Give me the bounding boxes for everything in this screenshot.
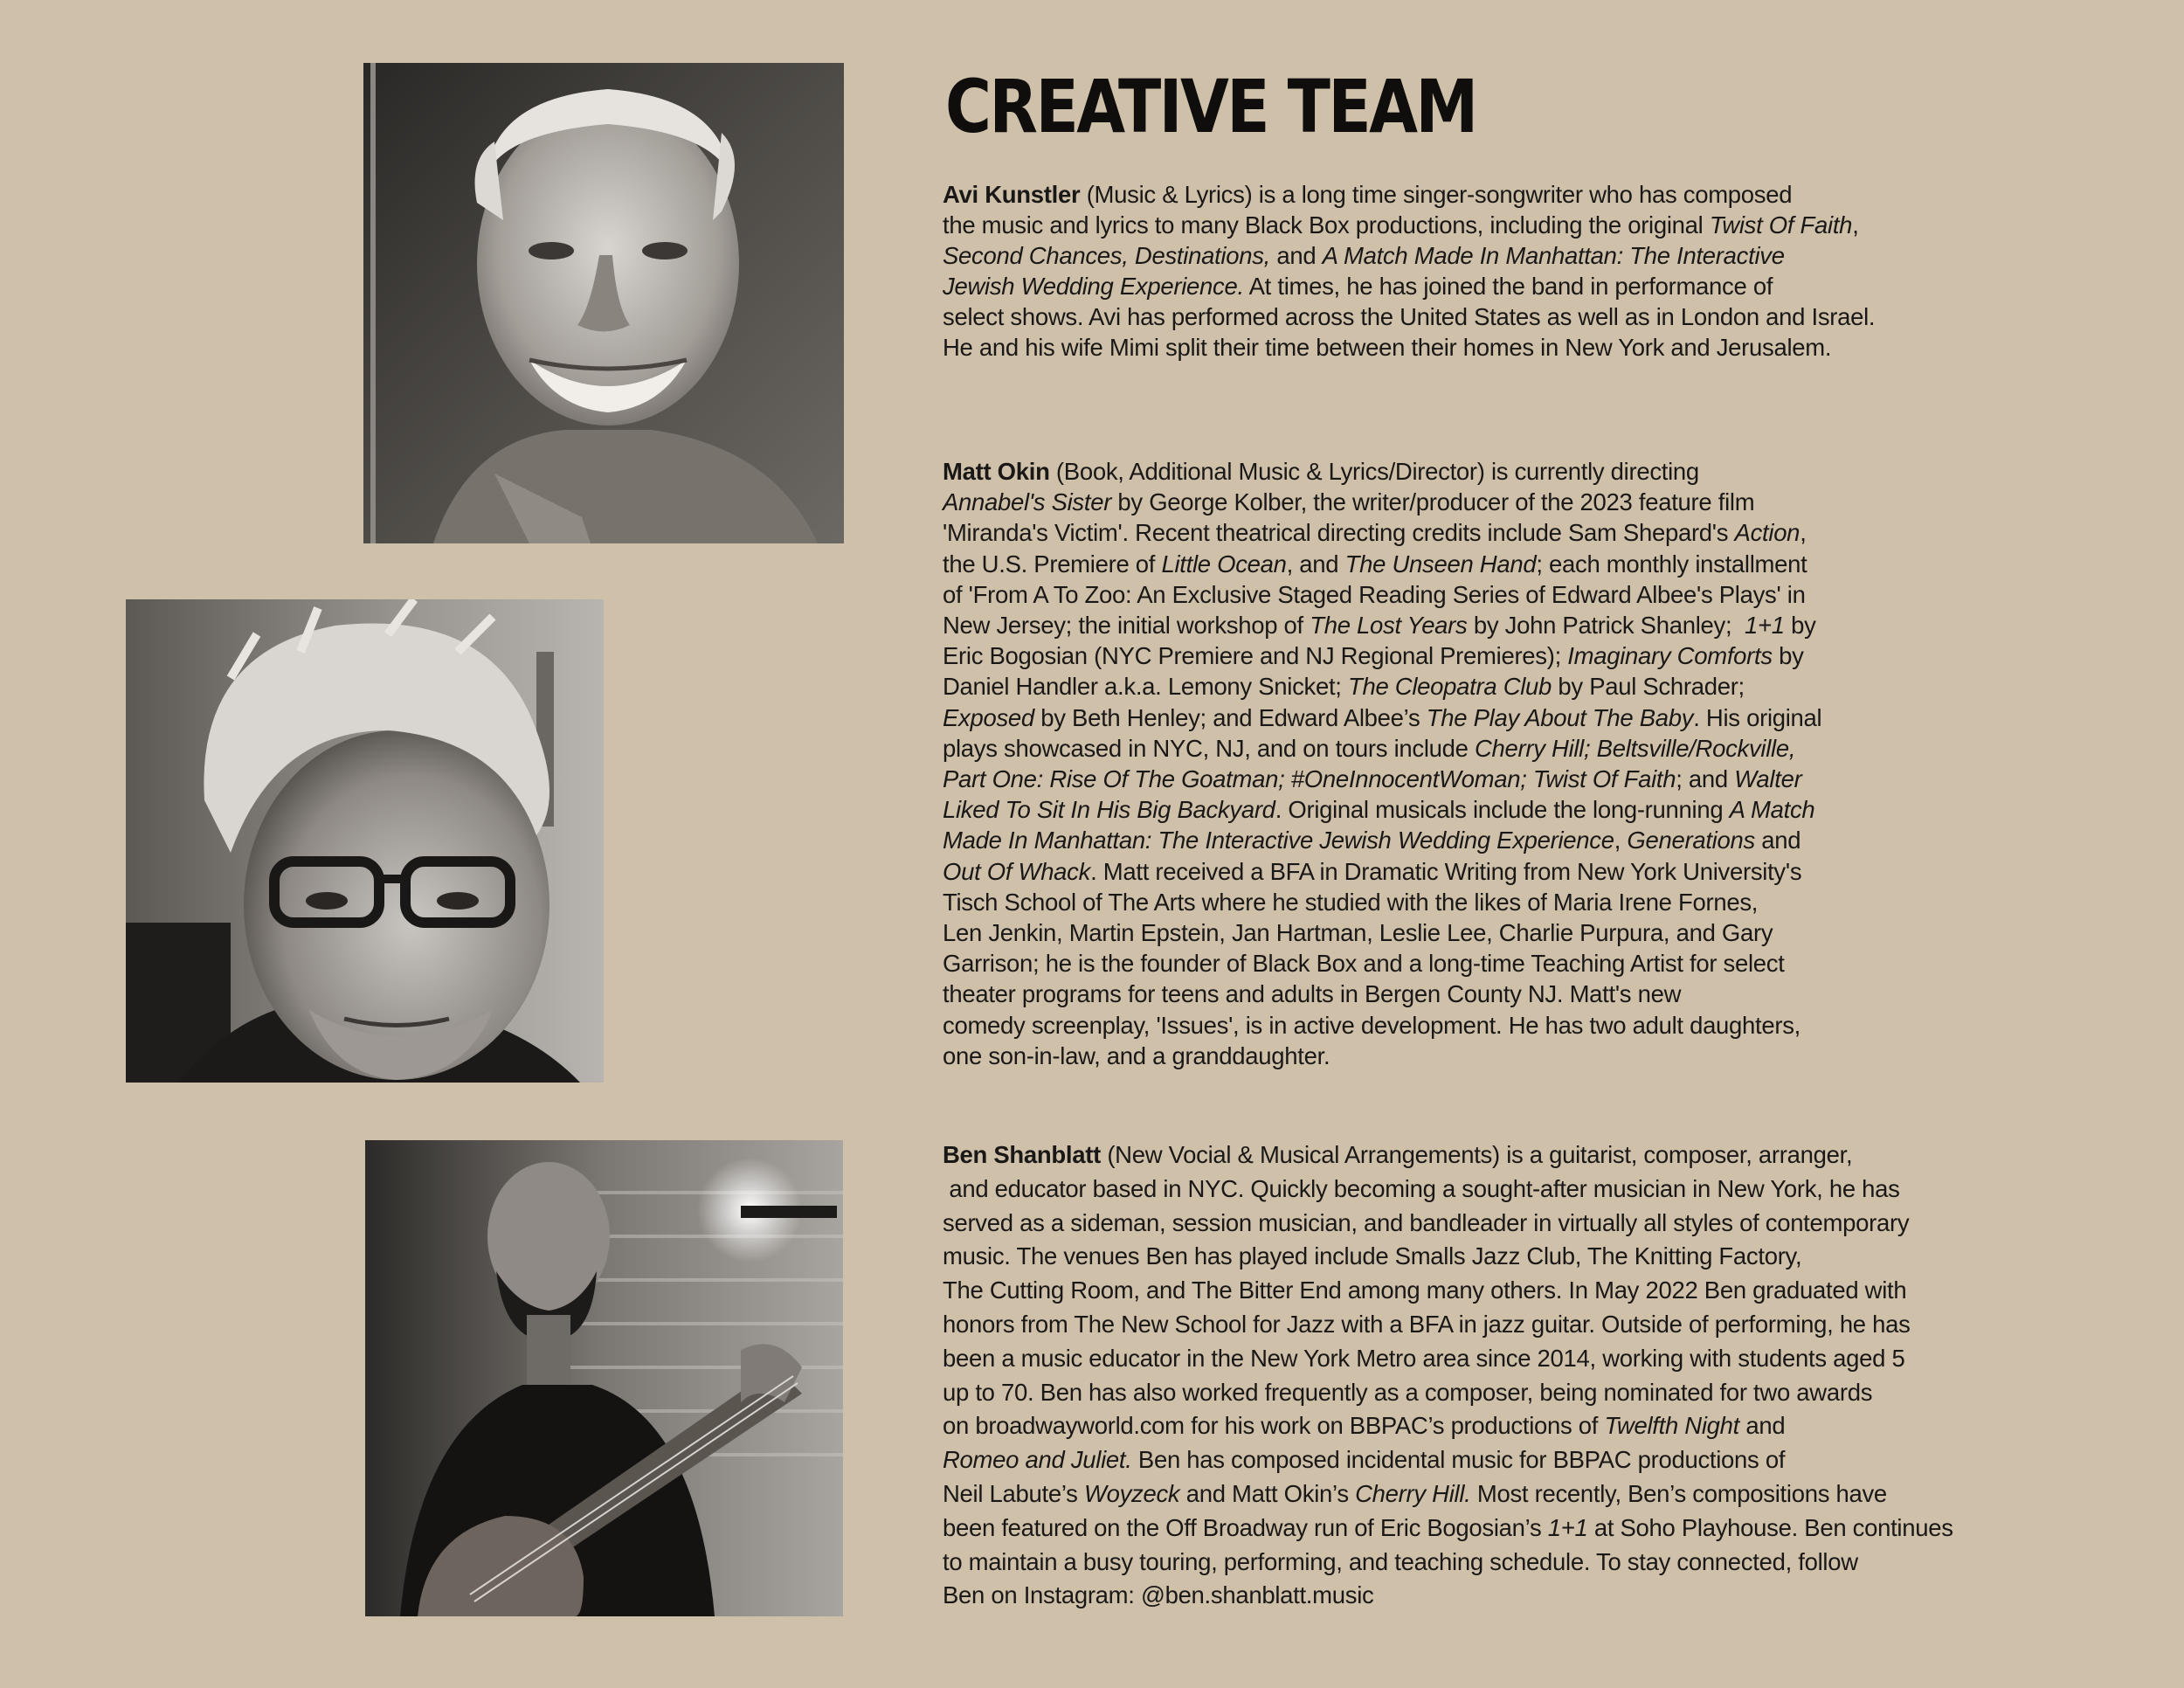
bio-text: and educator based in NYC. Quickly becoming a sought-after musician in New York, he has xyxy=(943,1174,1900,1202)
bio-line xyxy=(943,917,1821,948)
bio-text: at Soho Playhouse. Ben continues xyxy=(1587,1513,1953,1541)
bio-line xyxy=(943,487,1821,517)
bio-text: by Beth Henley; and Edward Albee’s xyxy=(1033,703,1427,731)
bio-name: Ben Shanblatt xyxy=(943,1141,1101,1168)
bio-text: to maintain a busy touring, performing, and teaching schedule. To stay connected, follow xyxy=(943,1547,1858,1575)
bio-text: He and his wife Mimi split their time between their homes in New York and Jerusalem. xyxy=(943,334,1832,361)
bio-text: one son-in-law, and a granddaughter. xyxy=(943,1041,1330,1069)
bio-line xyxy=(943,1041,1821,1071)
bio-text: (Book, Additional Music & Lyrics/Director) is currently directing xyxy=(1049,458,1699,485)
bio-line xyxy=(943,764,1821,794)
bio-title-italic: Twist Of Faith xyxy=(1709,211,1853,239)
bio-name: Avi Kunstler xyxy=(943,181,1081,208)
bio-text: music. The venues Ben has played include Smalls Jazz Club, The Knitting Factory, xyxy=(943,1242,1802,1270)
bio-line xyxy=(943,456,1821,487)
bio-text: by George Kolber, the writer/producer of the 2023 feature film xyxy=(1111,488,1755,516)
bio-text: New Jersey; the initial workshop of xyxy=(943,612,1310,640)
bio-name: Matt Okin xyxy=(943,458,1050,485)
bio-line xyxy=(943,1443,1953,1477)
bio-title-italic: The Play About The Baby xyxy=(1426,703,1694,731)
bio-text: At times, he has joined the band in performance of xyxy=(1243,273,1773,300)
bio-title-italic: Liked To Sit In His Big Backyard xyxy=(943,796,1275,824)
bio-line xyxy=(943,702,1821,733)
bio-line xyxy=(943,1274,1953,1308)
bio-title-italic: Jewish Wedding Experience. xyxy=(943,273,1244,300)
bio-text: Neil Labute’s xyxy=(943,1479,1084,1507)
bio-text: , xyxy=(1800,519,1807,547)
bio-line xyxy=(943,271,1875,301)
bio-text: ; and xyxy=(1676,765,1735,793)
bio-line xyxy=(943,1010,1821,1041)
bio-line xyxy=(943,640,1821,671)
bio-line xyxy=(943,332,1875,363)
bio-line xyxy=(943,1308,1953,1342)
bio-text: been featured on the Off Broadway run of Eric Bogosian’s xyxy=(943,1513,1548,1541)
bio-text: . His original xyxy=(1693,703,1822,731)
bio-text: comedy screenplay, 'Issues', is in active development. He has two adult daughters, xyxy=(943,1011,1801,1039)
bio-title-italic: Cherry Hill. xyxy=(1355,1479,1471,1507)
bio-title-italic: A Match xyxy=(1729,796,1815,824)
bio-title-italic: 1+1 xyxy=(1744,612,1785,640)
bio-line xyxy=(943,179,1875,210)
bio-text: plays showcased in NYC, NJ, and on tours include xyxy=(943,734,1475,762)
bio-text: and xyxy=(1270,242,1323,269)
bio-title-italic: Imaginary Comforts xyxy=(1567,642,1773,670)
bio-text: the U.S. Premiere of xyxy=(943,550,1162,578)
bio-title-italic: 1+1 xyxy=(1547,1513,1588,1541)
bio-text: by Paul Schrader; xyxy=(1552,673,1745,701)
bio-line xyxy=(943,301,1875,332)
bio-line xyxy=(943,1173,1953,1207)
bio-text: by xyxy=(1772,642,1804,670)
bio-text: by xyxy=(1784,612,1816,640)
bio-line xyxy=(943,1579,1953,1613)
bio-title-italic: Annabel's Sister xyxy=(943,488,1112,516)
bio-text: . Original musicals include the long-running xyxy=(1275,796,1730,824)
bio-line xyxy=(943,549,1821,579)
bio-text: Garrison; he is the founder of Black Box and a long-time Teaching Artist for select xyxy=(943,950,1785,978)
bio-line xyxy=(943,1240,1953,1274)
bio-line xyxy=(943,1477,1953,1512)
bio-text: select shows. Avi has performed across the United States as well as in London and Israel. xyxy=(943,303,1876,330)
bio-line xyxy=(943,887,1821,917)
bio-line xyxy=(943,733,1821,764)
bio-text: Ben on Instagram: @ben.shanblatt.music xyxy=(943,1581,1374,1609)
bio-title-italic: The Unseen Hand xyxy=(1344,550,1537,578)
bio-line xyxy=(943,210,1875,240)
bio-line xyxy=(943,579,1821,610)
bio-text: Eric Bogosian (NYC Premiere and NJ Regional Premieres); xyxy=(943,642,1568,670)
bio-text: and xyxy=(1739,1412,1786,1440)
bio-text: . Matt received a BFA in Dramatic Writing from New York University's xyxy=(1090,857,1802,885)
bio-line xyxy=(943,1512,1953,1546)
bio-title-italic: Second Chances, Destinations, xyxy=(943,242,1270,269)
bio-line xyxy=(943,1207,1953,1241)
bio-text: (Music & Lyrics) is a long time singer-songwriter who has composed xyxy=(1080,181,1793,208)
portrait-photo-matt-okin xyxy=(126,599,604,1083)
bio-text: (New Vocial & Musical Arrangements) is a guitarist, composer, arranger, xyxy=(1100,1141,1853,1168)
bio-text: up to 70. Ben has also worked frequently as a composer, being nominated for two awards xyxy=(943,1378,1873,1406)
bio-line xyxy=(943,979,1821,1009)
bio-text: Tisch School of The Arts where he studied with the likes of Maria Irene Fornes, xyxy=(943,888,1759,916)
bio-text: ; each monthly installment xyxy=(1536,550,1807,578)
bio-line xyxy=(943,825,1821,855)
bio-ben-shanblatt xyxy=(943,1138,1953,1613)
bio-text: , xyxy=(1852,211,1859,239)
bio-title-italic: Made In Manhattan: The Interactive Jewish Wedding Experience xyxy=(943,827,1614,854)
bio-line xyxy=(943,610,1821,640)
bio-text: , and xyxy=(1286,550,1345,578)
bio-title-italic: Walter xyxy=(1734,765,1802,793)
bio-title-italic: Generations xyxy=(1627,827,1755,854)
bio-text: of 'From A To Zoo: An Exclusive Staged Reading Series of Edward Albee's Plays' in xyxy=(943,580,1806,608)
bio-line xyxy=(943,1138,1953,1173)
bio-text: and xyxy=(1754,827,1801,854)
page-title: CREATIVE TEAM xyxy=(945,64,1476,149)
portrait-photo-avi-kunstler xyxy=(363,63,844,543)
bio-title-italic: Cherry Hill; Beltsville/Rockville, xyxy=(1474,734,1796,762)
bio-line xyxy=(943,1546,1953,1580)
bio-title-italic: Out Of Whack xyxy=(943,857,1091,885)
bio-text: The Cutting Room, and The Bitter End among many others. In May 2022 Ben graduated with xyxy=(943,1276,1907,1304)
bio-line xyxy=(943,1342,1953,1376)
bio-title-italic: Little Ocean xyxy=(1161,550,1287,578)
bio-text: the music and lyrics to many Black Box productions, including the original xyxy=(943,211,1710,239)
portrait-photo-ben-shanblatt xyxy=(365,1140,843,1616)
bio-text: Ben has composed incidental music for BBPAC productions of xyxy=(1131,1446,1786,1474)
bio-title-italic: Action xyxy=(1734,519,1800,547)
bio-text: been a music educator in the New York Metro area since 2014, working with students aged 5 xyxy=(943,1344,1905,1372)
bio-line xyxy=(943,1376,1953,1410)
bio-avi-kunstler xyxy=(943,179,1875,363)
bio-text: on broadwayworld.com for his work on BBPAC’s productions of xyxy=(943,1412,1605,1440)
bio-line xyxy=(943,671,1821,702)
bio-line xyxy=(943,1409,1953,1443)
bio-text: Most recently, Ben’s compositions have xyxy=(1470,1479,1887,1507)
bio-title-italic: Part One: Rise Of The Goatman; #OneInnocentWoman; Twist Of Faith xyxy=(943,765,1676,793)
bio-text: theater programs for teens and adults in Bergen County NJ. Matt's new xyxy=(943,980,1682,1008)
bio-title-italic: Romeo and Juliet. xyxy=(943,1446,1132,1474)
bio-line xyxy=(943,856,1821,887)
bio-matt-okin xyxy=(943,456,1821,1071)
bio-title-italic: The Lost Years xyxy=(1310,612,1468,640)
bio-line xyxy=(943,240,1875,271)
bio-text: Len Jenkin, Martin Epstein, Jan Hartman, Leslie Lee, Charlie Purpura, and Gary xyxy=(943,919,1773,947)
bio-line xyxy=(943,794,1821,825)
bio-text: 'Miranda's Victim'. Recent theatrical directing credits include Sam Shepard's xyxy=(943,519,1735,547)
bio-title-italic: A Match Made In Manhattan: The Interactive xyxy=(1322,242,1785,269)
bio-line xyxy=(943,517,1821,548)
bio-title-italic: Exposed xyxy=(943,703,1034,731)
bio-text: , xyxy=(1614,827,1628,854)
bio-text: Daniel Handler a.k.a. Lemony Snicket; xyxy=(943,673,1348,701)
bio-text: served as a sideman, session musician, and bandleader in virtually all styles of contemporary xyxy=(943,1208,1910,1236)
bio-line xyxy=(943,948,1821,979)
bio-text: and Matt Okin’s xyxy=(1179,1479,1356,1507)
bio-text: honors from The New School for Jazz with a BFA in jazz guitar. Outside of performing, he has xyxy=(943,1310,1911,1338)
bio-title-italic: Woyzeck xyxy=(1083,1479,1180,1507)
bio-text: by John Patrick Shanley; xyxy=(1467,612,1745,640)
bio-title-italic: Twelfth Night xyxy=(1604,1412,1739,1440)
bio-title-italic: The Cleopatra Club xyxy=(1347,673,1552,701)
